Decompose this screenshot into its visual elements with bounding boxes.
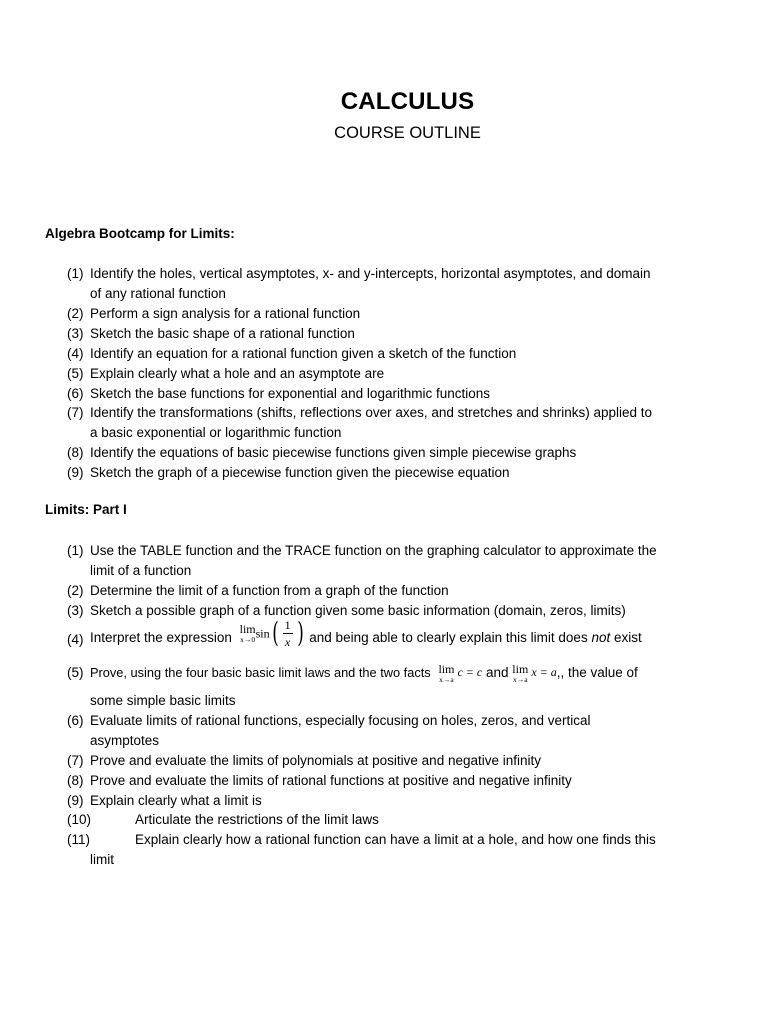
list-item xyxy=(67,663,727,683)
item-text-before: Prove, using the four basic basic limit laws and the two facts xyxy=(90,665,431,680)
list-item xyxy=(67,751,727,771)
item-text-mid: and xyxy=(486,665,509,680)
item-continuation: limit of a function xyxy=(90,563,192,578)
page-subtitle: COURSE OUTLINE xyxy=(334,124,481,142)
item-number: (9) xyxy=(67,465,84,480)
sin-text: sin xyxy=(255,626,270,641)
item-text: Explain clearly what a limit is xyxy=(90,793,262,808)
item-text: Sketch a possible graph of a function given some basic information (domain, zeros, limits) xyxy=(90,603,626,618)
left-paren-icon: ( xyxy=(271,616,279,650)
item-text-end: exist xyxy=(614,630,642,645)
item-number: (6) xyxy=(67,386,84,401)
limit-expression-sin-1-over-x xyxy=(239,616,306,650)
item-continuation: a basic exponential or logarithmic function xyxy=(90,425,342,440)
lim-text: lim xyxy=(438,661,455,676)
fact-x-text: x = a xyxy=(531,664,557,679)
fact-c-text: c = c xyxy=(457,664,483,679)
item-text: Perform a sign analysis for a rational function xyxy=(90,306,361,321)
item-text: Identify the holes, vertical asymptotes, x- and y-intercepts, horizontal asymptotes, and domain xyxy=(90,266,651,281)
item-text: Sketch the base functions for exponential and logarithmic functions xyxy=(90,386,490,401)
section-heading-algebra-bootcamp: Algebra Bootcamp for Limits: xyxy=(45,226,235,241)
emphasis-not: not xyxy=(591,630,611,645)
item-text: Explain clearly what a hole and an asymptote are xyxy=(90,366,385,381)
list-item xyxy=(67,601,727,621)
list-item xyxy=(67,344,727,364)
item-number: (5) xyxy=(67,366,84,381)
numerator: 1 xyxy=(284,617,291,632)
item-number: (2) xyxy=(67,583,84,598)
item-number: (7) xyxy=(67,405,84,420)
item-continuation: some simple basic limits xyxy=(90,693,236,708)
item-text: Use the TABLE function and the TRACE function on the graphing calculator to approximate the xyxy=(90,543,657,558)
limit-fact-x xyxy=(512,662,556,684)
list-item xyxy=(67,384,727,404)
item-text-after: ,, the value of xyxy=(556,665,638,680)
item-number: (7) xyxy=(67,753,84,768)
item-text xyxy=(90,616,727,650)
item-text: Identify the equations of basic piecewise functions given simple piecewise graphs xyxy=(90,445,577,460)
lim-subscript: x→a xyxy=(439,674,454,684)
list-item xyxy=(67,541,727,581)
limit-operator xyxy=(438,663,454,684)
list-item xyxy=(67,771,727,791)
page-title: CALCULUS xyxy=(340,88,475,115)
list-item xyxy=(67,830,727,870)
item-text-before: Interpret the expression xyxy=(90,630,232,645)
fraction-bar xyxy=(283,633,293,634)
list-item xyxy=(67,304,727,324)
item-number: (5) xyxy=(67,665,84,680)
item-number: (10) xyxy=(67,812,92,827)
item-number: (11) xyxy=(67,832,91,847)
item-text-after: and being able to clearly explain this limit does xyxy=(309,630,588,645)
list-item xyxy=(67,463,727,483)
item-text: Explain clearly how a rational function can have a limit at a hole, and how one finds this xyxy=(135,832,656,847)
item-number: (4) xyxy=(67,346,84,361)
item-number: (1) xyxy=(67,543,84,558)
list-item xyxy=(67,324,727,344)
item-text: Evaluate limits of rational functions, especially focusing on holes, zeros, and vertical xyxy=(90,713,591,728)
item-number: (1) xyxy=(67,266,84,281)
item-number: (8) xyxy=(67,773,84,788)
list-item xyxy=(67,403,727,443)
limit-operator xyxy=(512,663,528,684)
item-number: (3) xyxy=(67,603,84,618)
item-continuation: of any rational function xyxy=(90,286,226,301)
right-paren-icon: ) xyxy=(296,616,304,650)
item-number: (3) xyxy=(67,326,84,341)
item-number: (6) xyxy=(67,713,84,728)
item-number: (9) xyxy=(67,793,84,808)
item-continuation: limit xyxy=(90,852,114,867)
item-text: Identify an equation for a rational function given a sketch of the function xyxy=(90,346,517,361)
item-text: Prove and evaluate the limits of polynomials at positive and negative infinity xyxy=(90,753,542,768)
section-heading-limits-part-1: Limits: Part I xyxy=(45,502,127,517)
item-text: Determine the limit of a function from a graph of the function xyxy=(90,583,449,598)
list-item xyxy=(67,711,727,751)
item-number: (2) xyxy=(67,306,84,321)
list-item xyxy=(67,791,727,811)
lim-text: lim xyxy=(512,661,529,676)
item-text: Articulate the restrictions of the limit laws xyxy=(135,812,379,827)
item-text: Identify the transformations (shifts, reflections over axes, and stretches and shrinks) applied to xyxy=(90,405,653,420)
lim-subscript: x→0 xyxy=(240,635,256,645)
denominator: x xyxy=(284,634,291,649)
list-item xyxy=(67,443,727,463)
limit-fact-c xyxy=(438,662,482,684)
fraction xyxy=(283,619,293,648)
list-item-continuation xyxy=(67,691,727,711)
list-item xyxy=(67,264,727,304)
list-item xyxy=(67,364,727,384)
list-item xyxy=(67,616,727,650)
item-text xyxy=(90,663,727,683)
list-item xyxy=(67,810,727,830)
lim-subscript: x→a xyxy=(513,674,528,684)
item-text: Sketch the basic shape of a rational function xyxy=(90,326,355,341)
item-text: Prove and evaluate the limits of rational functions at positive and negative infinity xyxy=(90,773,572,788)
lim-text: lim xyxy=(239,622,256,637)
limit-operator xyxy=(240,623,256,644)
item-number: (8) xyxy=(67,445,84,460)
item-number: (4) xyxy=(67,632,84,647)
list-item xyxy=(67,581,727,601)
item-text: Sketch the graph of a piecewise function given the piecewise equation xyxy=(90,465,510,480)
item-continuation: asymptotes xyxy=(90,733,160,748)
